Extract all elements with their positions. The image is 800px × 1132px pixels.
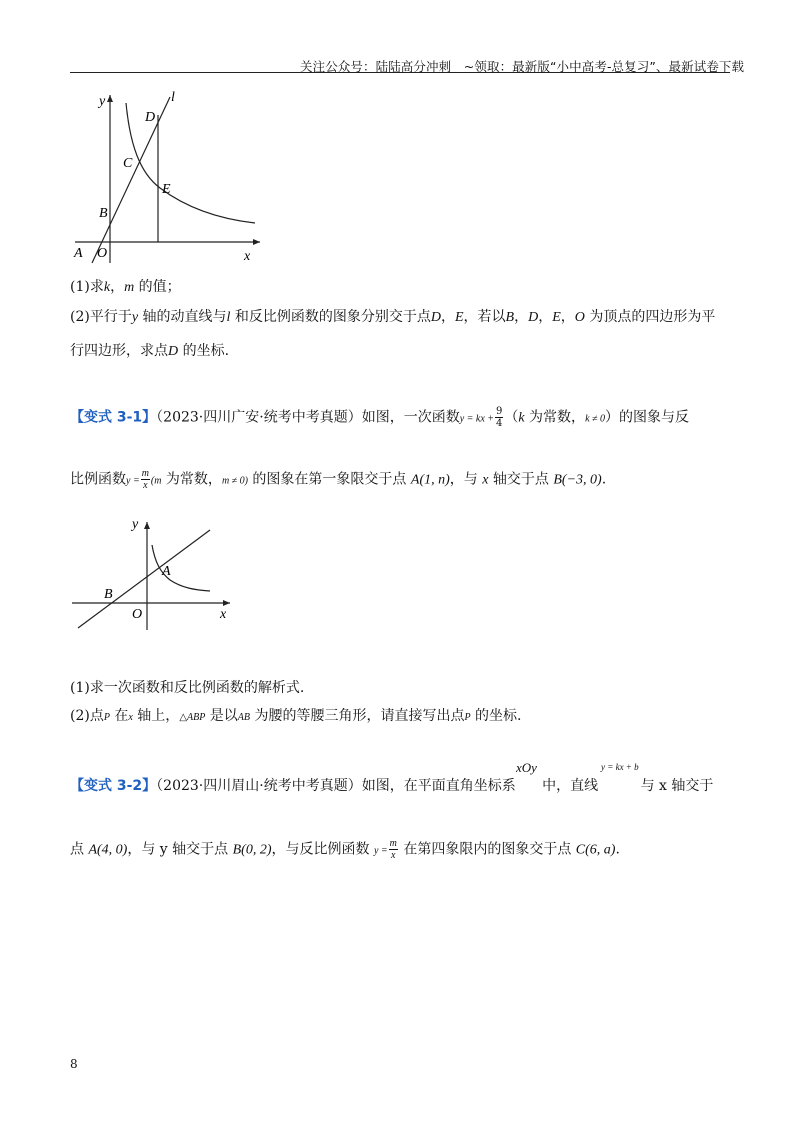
text: 点 bbox=[70, 841, 89, 858]
triangle-ABP: △ABP bbox=[179, 712, 206, 723]
var-m: m bbox=[124, 280, 135, 295]
problem1-q2-line2 bbox=[70, 340, 229, 360]
label-A: A bbox=[162, 564, 171, 579]
text: ，与反比例函数 bbox=[271, 841, 374, 858]
fraction-9-4 bbox=[495, 406, 503, 429]
text: （2023·四川广安·统考中考真题）如图，一次函数 bbox=[156, 409, 460, 426]
text: 为常数， bbox=[161, 471, 222, 488]
condition: k ≠ 0 bbox=[585, 413, 605, 425]
point-C: C(6, a) bbox=[575, 842, 616, 858]
label-B: B bbox=[99, 206, 108, 221]
var-k: k bbox=[103, 280, 111, 295]
numerator: 9 bbox=[496, 406, 503, 417]
point-B: B(0, 2) bbox=[232, 842, 272, 858]
text: . bbox=[601, 471, 607, 488]
text: 的坐标. bbox=[178, 343, 230, 359]
text: ， bbox=[514, 309, 529, 325]
text: 和反比例函数的图象分别交于点 bbox=[230, 309, 431, 325]
var-D: D bbox=[168, 344, 179, 359]
label-C: C bbox=[123, 156, 133, 171]
text: (1)求 bbox=[70, 279, 104, 295]
text: 为顶点的四边形为平 bbox=[584, 309, 716, 325]
text: 行四边形，求点 bbox=[70, 343, 168, 359]
text: ，与 bbox=[449, 471, 483, 488]
numerator: m bbox=[389, 838, 397, 849]
text: 比例函数 bbox=[70, 471, 126, 488]
label-x: x bbox=[220, 607, 227, 622]
var-P: P bbox=[464, 712, 471, 723]
point-A: A(4, 0) bbox=[88, 842, 128, 858]
text: 的坐标. bbox=[470, 708, 522, 724]
var-O: O bbox=[574, 310, 585, 325]
variant31-q2 bbox=[70, 705, 521, 725]
text: 轴交于点 bbox=[488, 471, 554, 488]
text: ， bbox=[110, 279, 125, 295]
text: ，与 y 轴交于点 bbox=[127, 841, 233, 858]
var-l: l bbox=[226, 310, 231, 325]
variant31-tag: 【变式 3-1】 bbox=[70, 409, 157, 426]
var-xOy: xOy bbox=[516, 760, 537, 775]
point-A: A(1, n) bbox=[410, 472, 450, 488]
page-number: 8 bbox=[70, 1057, 78, 1071]
text: . bbox=[615, 841, 620, 858]
text: 与 x 轴交于 bbox=[636, 778, 714, 794]
text: ，若以 bbox=[463, 309, 506, 325]
denominator: x bbox=[143, 480, 148, 491]
header-rule bbox=[70, 72, 730, 73]
x-axis-arrow bbox=[223, 600, 230, 606]
equation: y = kx + bbox=[459, 413, 495, 425]
y-axis-arrow bbox=[144, 522, 150, 529]
text: 的图象在第一象限交于点 bbox=[247, 471, 411, 488]
text: (2)平行于 bbox=[70, 309, 132, 325]
label-B: B bbox=[104, 587, 113, 602]
label-A: A bbox=[74, 246, 83, 261]
text: (2)点 bbox=[70, 708, 104, 724]
problem1-q2-line1 bbox=[70, 306, 715, 326]
var-D: D bbox=[528, 310, 539, 325]
label-l: l bbox=[171, 90, 175, 105]
page-header: 关注公众号：陆陆高分冲刺 ~领取：最新版“小中高考-总复习”、最新试卷下载 bbox=[300, 59, 745, 74]
point-B: B(−3, 0) bbox=[553, 472, 602, 488]
figure-1-graph bbox=[70, 85, 270, 270]
variant31-line1 bbox=[70, 406, 689, 429]
text: （2023·四川眉山·统考中考真题）如图，在平面直角坐标系 bbox=[156, 778, 516, 794]
text: 在 bbox=[109, 708, 129, 724]
text: 中，直线 bbox=[537, 778, 599, 794]
variant31-q1: (1)求一次函数和反比例函数的解析式. bbox=[70, 680, 305, 696]
var-y: y bbox=[131, 310, 139, 325]
denominator: x bbox=[391, 850, 396, 861]
fraction-m-x bbox=[141, 468, 150, 491]
text: 轴的动直线与 bbox=[138, 309, 227, 325]
var-P: P bbox=[103, 712, 110, 723]
x-axis-arrow bbox=[253, 239, 260, 245]
var-x: x bbox=[482, 472, 489, 488]
figure-2-graph bbox=[70, 510, 240, 640]
text: 为腰的等腰三角形，请直接写出点 bbox=[250, 708, 465, 724]
var-D: D bbox=[430, 310, 441, 325]
segment-AB: AB bbox=[237, 712, 250, 723]
label-E: E bbox=[162, 182, 171, 197]
label-y: y bbox=[132, 517, 139, 532]
problem1-q1 bbox=[70, 276, 181, 296]
text: ， bbox=[440, 309, 455, 325]
label-D: D bbox=[145, 110, 156, 125]
text: 在第四象限内的图象交于点 bbox=[398, 841, 576, 858]
text: 轴上， bbox=[132, 708, 180, 724]
text: 的值； bbox=[134, 279, 181, 295]
text: （ bbox=[504, 409, 519, 426]
label-O: O bbox=[132, 607, 143, 622]
fraction-m-x bbox=[389, 838, 398, 861]
numerator: m bbox=[141, 468, 149, 479]
denominator: 4 bbox=[496, 418, 503, 429]
equation: (m bbox=[150, 475, 162, 487]
text: ， bbox=[538, 309, 553, 325]
var-E: E bbox=[454, 310, 464, 325]
label-O: O bbox=[97, 246, 108, 261]
var-k: k bbox=[518, 410, 525, 426]
label-y: y bbox=[99, 94, 106, 109]
condition: m ≠ 0) bbox=[221, 475, 248, 487]
text: 是以 bbox=[205, 708, 238, 724]
variant32-line2 bbox=[70, 838, 620, 861]
text: ， bbox=[560, 309, 575, 325]
text: 为常数， bbox=[524, 409, 586, 426]
text: ）的图象与反 bbox=[605, 409, 689, 426]
y-axis-arrow bbox=[107, 95, 113, 102]
var-x: x bbox=[128, 712, 133, 723]
equation: y = bbox=[373, 845, 388, 857]
equation: y = bbox=[126, 475, 140, 487]
linear-function-line bbox=[78, 530, 210, 628]
variant32-tag: 【变式 3-2】 bbox=[70, 778, 157, 794]
var-B: B bbox=[505, 310, 515, 325]
var-E: E bbox=[552, 310, 561, 325]
label-x: x bbox=[244, 249, 251, 264]
variant32-line1 bbox=[70, 775, 713, 795]
equation-line: y = kx + b bbox=[601, 762, 639, 772]
variant31-line2 bbox=[70, 468, 606, 491]
